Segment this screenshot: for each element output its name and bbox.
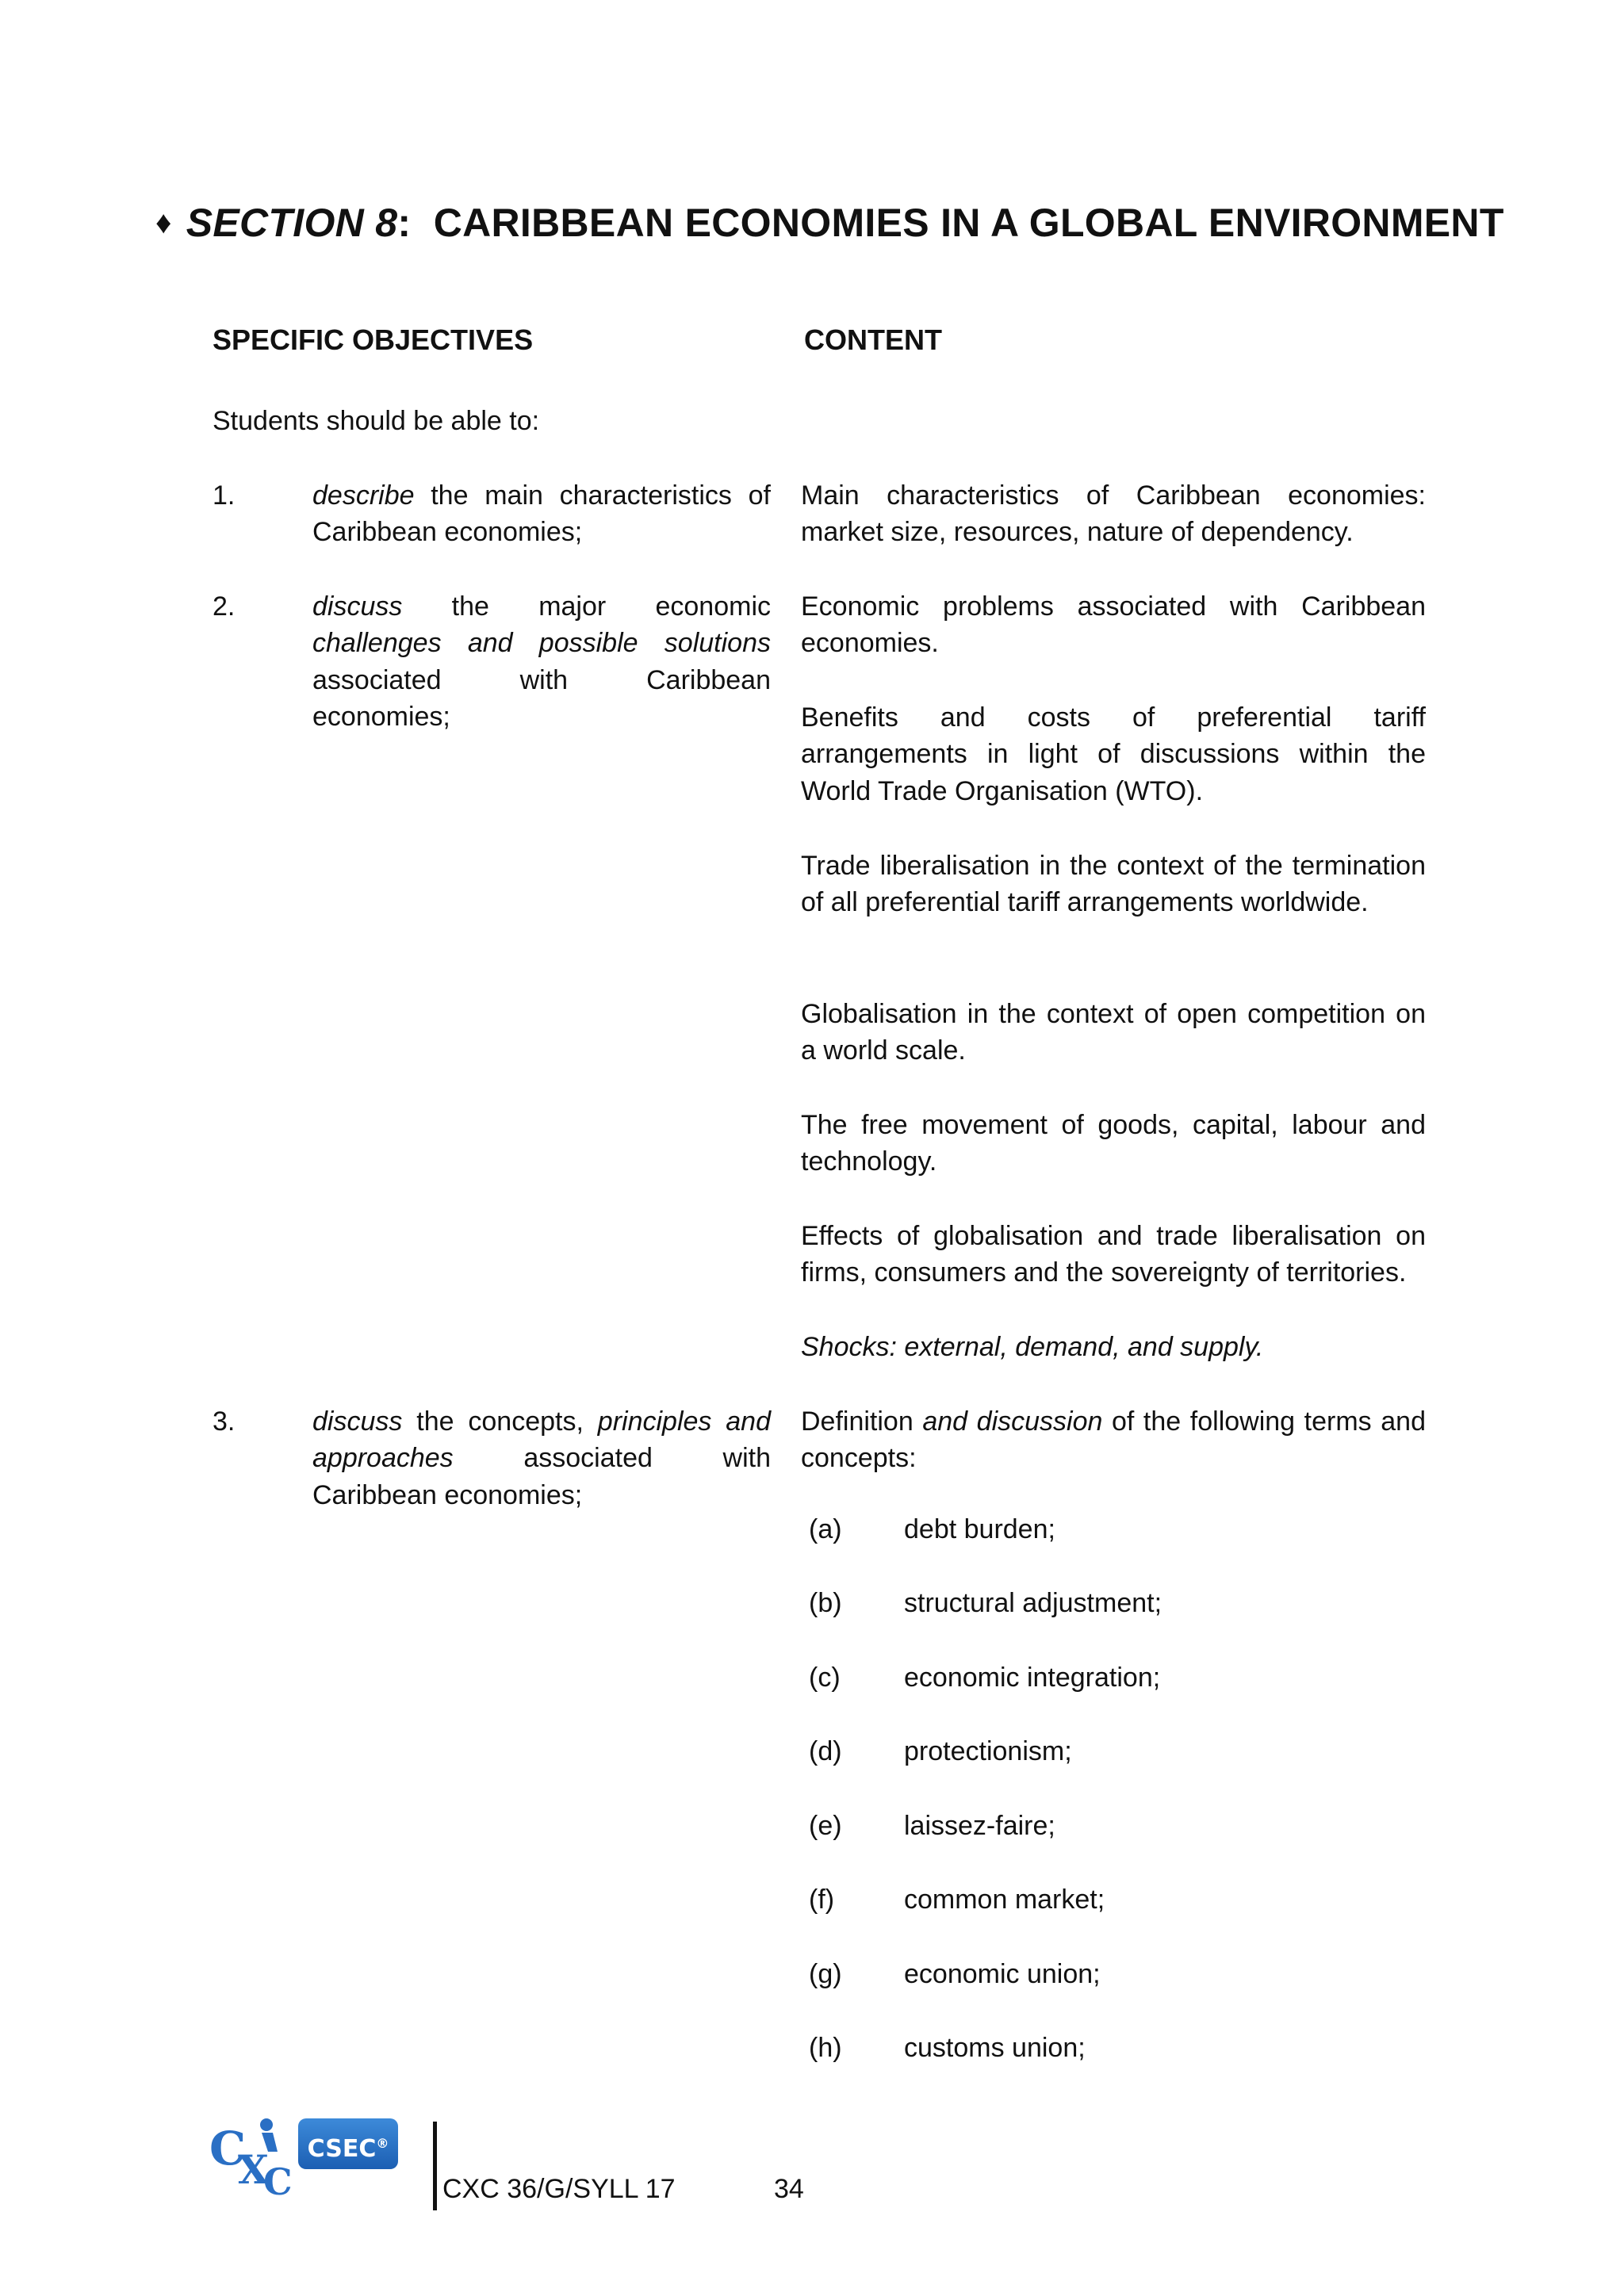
term-label: (g) <box>809 1959 842 1989</box>
objective-3-text <box>312 1403 771 1513</box>
section-separator: : <box>397 201 412 245</box>
syllabus-code: CXC 36/G/SYLL 17 <box>442 2174 676 2204</box>
content-characteristics: Main characteristics of Caribbean economies: market size, resources, nature of dependency. <box>801 480 1426 548</box>
csec-logo <box>298 2118 398 2169</box>
term-text: economic union; <box>904 1959 1101 1989</box>
csec-registered-mark: ® <box>376 2136 389 2151</box>
content-definitions-lead <box>801 1403 1426 1477</box>
svg-text:C: C <box>209 2122 247 2175</box>
section-title: CARIBBEAN ECONOMIES IN A GLOBAL ENVIRONMENT <box>433 201 1504 245</box>
definitions-lead-b: and discussion <box>922 1406 1103 1437</box>
objective-1-verb: describe <box>312 480 415 511</box>
objective-2-mid: the major economic <box>402 591 771 622</box>
term-label: (b) <box>809 1588 842 1618</box>
footer-divider <box>433 2122 437 2210</box>
term-label: (h) <box>809 2033 842 2063</box>
svg-text:X: X <box>238 2146 269 2193</box>
term-text: debt burden; <box>904 1514 1055 1544</box>
content-economic-problems: Economic problems associated with Caribbean economies. <box>801 591 1426 659</box>
term-label: (e) <box>809 1811 842 1841</box>
term-label: (a) <box>809 1514 842 1544</box>
term-text: protectionism; <box>904 1736 1072 1766</box>
objective-3-number: 3. <box>213 1406 236 1437</box>
objective-3-rest: associated with Caribbean economies; <box>312 1443 771 1510</box>
content-effects-globalisation: Effects of globalisation and trade liberalisation on firms, consumers and the sovereignty of territories. <box>801 1221 1426 1288</box>
content-trade-liberalisation: Trade liberalisation in the context of the termination of all preferential tariff arrangements worldwide. <box>801 851 1426 918</box>
objective-2-italic: challenges and possible solutions <box>312 628 771 659</box>
objective-2-verb: discuss <box>312 591 403 622</box>
definitions-lead-c: of the following terms and concepts: <box>801 1406 1426 1474</box>
objective-1-number: 1. <box>213 480 236 511</box>
diamond-bullet-icon: ♦ <box>155 205 172 240</box>
term-text: economic integration; <box>904 1663 1161 1693</box>
term-label: (c) <box>809 1663 841 1693</box>
term-text: common market; <box>904 1885 1105 1915</box>
objectives-column-header: SPECIFIC OBJECTIVES <box>213 323 534 356</box>
term-label: (f) <box>809 1885 835 1915</box>
content-globalisation: Globalisation in the context of open competition on a world scale. <box>801 999 1426 1066</box>
section-label: SECTION 8 <box>186 201 398 245</box>
page-number: 34 <box>774 2174 804 2204</box>
objective-3-italic: principles and approaches <box>312 1406 771 1474</box>
section-heading <box>155 200 1504 246</box>
content-free-movement: The free movement of goods, capital, labour and technology. <box>801 1110 1426 1177</box>
csec-logo-text: CSEC <box>307 2135 377 2163</box>
objective-2-text <box>312 588 771 736</box>
objective-1-text <box>312 477 771 551</box>
objective-2-rest: associated with Caribbean economies; <box>312 664 771 733</box>
cxc-emblem-icon <box>206 2115 309 2196</box>
objective-1-rest: the main characteristics of Caribbean economies; <box>312 480 771 548</box>
term-text: structural adjustment; <box>904 1588 1162 1618</box>
svg-text:C: C <box>263 2160 293 2196</box>
definitions-lead-a: Definition <box>801 1406 923 1437</box>
content-preferential-tariffs: Benefits and costs of preferential tariff arrangements in light of discussions within the World Trade Organisation (WTO). <box>801 702 1426 806</box>
objective-2-number: 2. <box>213 591 236 622</box>
term-text: customs union; <box>904 2033 1086 2063</box>
content-column-header: CONTENT <box>804 323 942 356</box>
objective-3-verb: discuss <box>312 1406 403 1437</box>
term-label: (d) <box>809 1736 842 1766</box>
objective-3-mid: the concepts, <box>402 1406 598 1437</box>
intro-text: Students should be able to: <box>213 406 540 436</box>
term-text: laissez-faire; <box>904 1811 1055 1841</box>
content-shocks: Shocks: external, demand, and supply. <box>801 1332 1264 1362</box>
